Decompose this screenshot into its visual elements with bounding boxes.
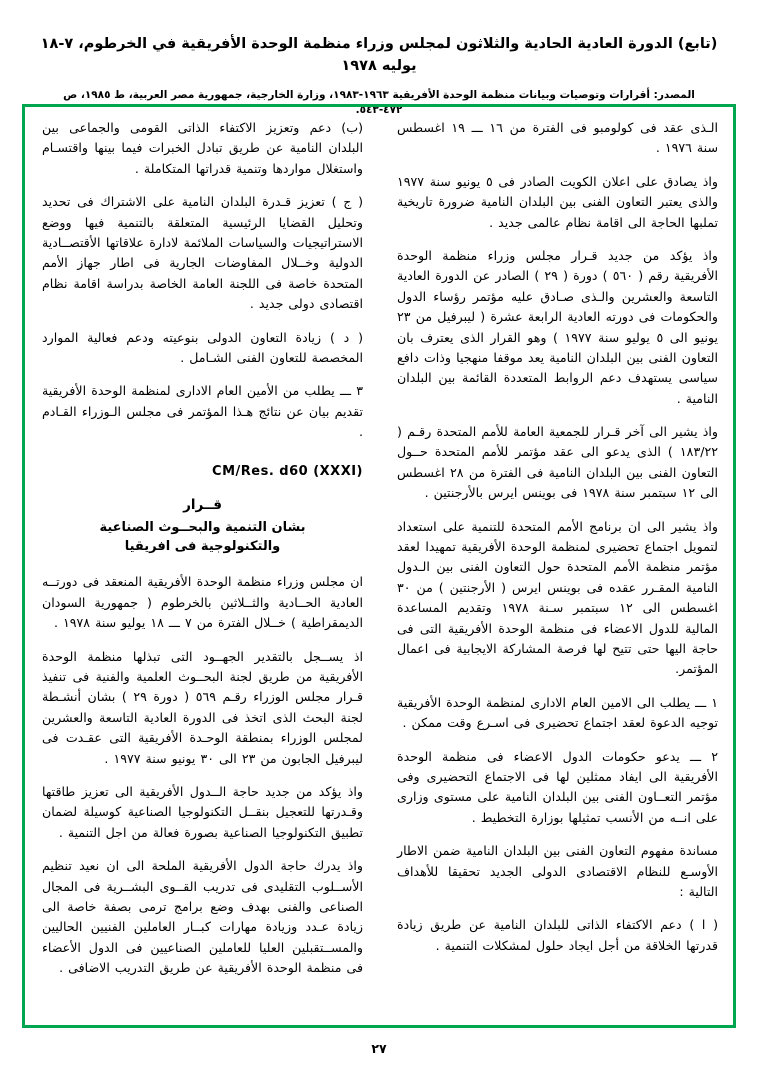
paragraph: ٢ ـــ يدعو حكومات الدول الاعضاء فى منظمة الوحدة الأفريقية الى ايفاد ممثلين لها فى الاجتماع التحضيرى وفى مؤتمر التعــاون الفنى بين البلدان النامية على مستوى وزارى على انــه من الأنسب تمثيلها بوزارة التخطيط . [397,748,718,825]
paragraph: واذ يصادق على اعلان الكويت الصادر فى ٥ يونيو سنة ١٩٧٧ والذى يعتبر التعاون الفنى بين البلدان النامية ضرورة تاريخية تملبها الحاجة الى اقامة نظام عالمى جديد . [397,173,719,230]
right-column [397,118,718,1014]
paragraph: واذ يشير الى آخر قـرار للجمعية العامة للأمم المتحدة رقـم ( ١٨٣/٢٢ ) الذى يدعو الى عقد مؤتمر للأمم المتحدة حــول التعاون الفنى بين البلدان النامية فى الفترة من ٢٨ اغسطس الى ١٢ سبتمبر سنة ١٩٧٨ فى بوينس ايرس بالأرجنتين . [397,424,718,501]
paragraph: (ب) دعم وتعزيز الاكتفاء الذاتى القومى والجماعى بين البلدان النامية عن طريق تبادل الخبرات فيما بينها واقتسـام واستغلال مواردها وتنمية قدراتها المتكاملة . [42,120,363,176]
resolution-title-line-2: والتكنولوجية فى افريقيا [124,539,281,555]
paragraph: اذ يســجل بالتقدير الجهــود التى تبذلها منظمة الوحدة الأفريقية من طريق لجنة البحــوث العلمية والفنية فى تنفيذ قـرار مجلس الوزراء رقـم ٥٦٩ ( دورة ٢٩ ) بشان أنشـطة لجنة البحث الذى اتخذ فى الدورة العادية التاسعة والعشرين لمجلس الوزراء بمنطقة الوحـدة الأفريقية التى عقـدت فى ليبرفيل الجابون من ٢٣ الى ٣٠ يونيو سنة ١٩٧٧ . [42,648,363,766]
resolution-code: CM/Res. d60 (XXXI) [212,464,363,480]
two-column-body [42,118,718,1014]
paragraph: واذ يدرك حاجة الدول الأفريقية الملحة الى ان نعيد تنظيم الأســلوب التقليدى فى تدريب القــوى البشــرية فى المجال الصناعى والفنى بهدف وضع برامج ترمى بصفة خاصة الى زيادة عـدد وزيادة مهارات كبــار العاملين الفنيين الحاليين والمســتقبلين العليا للعاملين الصناعيين فى الدول الأعضاء فى منظمة الوحدة الأفريقية عن طريق التدريب الاضافى . [42,858,363,976]
left-column [42,118,363,1014]
paragraph: مساندة مفهوم التعاون الفنى بين البلدان النامية ضمن الاطار الأوسـع للنظام الاقتصادى الدولى الجديد تحقيقا للأهداف التالية : [397,843,718,899]
paragraph: واذ يؤكد من جديد حاجة الــدول الأفريقية الى تعزيز طاقتها وقـدرتها للتعجيل بنقــل التكنولوجيا الصناعية كوسيلة لضمان تطبيق التكنولوجيا الصناعية بصورة فعالة من اجل التنمية . [42,783,363,840]
paragraph: الـذى عقد فى كولومبو فى الفترة من ١٦ ـــ ١٩ اغسطس سنة ١٩٧٦ . [397,120,718,156]
paragraph: ( د ) زيادة التعاون الدولى بنوعيته ودعم فعالية الموارد المخصصة للتعاون الفنى الشـامل . [42,329,363,365]
paragraph: واذ يشير الى ان برنامج الأمم المتحدة للتنمية على استعداد لتمويل اجتماع تحضيرى لمنظمة الوحدة الأفريقية تمهيدا لعقد مؤتمر منظمة الأمم المتحدة حول التعاون الفنى بين الـدول النامية المقـرر عقده فى بوينس ايرس ( الأرجنتين ) من ٣٠ اغسطس الى ١٢ سبتمبر سـنة ١٩٧٨ وتقديم المساعدة المالية للدول الاعضاء فى منظمة الوحدة الأفريقية التى فى حاجة اليها حتى تتيح لها فرصة المشاركة الايجابية فى اعمال المؤتمر. [397,518,719,677]
paragraph: واذ يؤكد من جديد قـرار مجلس وزراء منظمة الوحدة الأفريقية رقم ( ٥٦٠ ) دورة ( ٢٩ ) الصادر عن الدورة العادية التاسعة والعشرين والـذى صـادق عليه مؤتمر رؤساء الدول والحكومات فى دورته العادية الرابعة عشرة ( ليبرفيل من ٢٣ يونيو الى ٥ يوليو سنة ١٩٧٧ ) وهو القرار الذى يعترف بان التعاون الفنى بين البلدان النامية يعد موقفا منهجيا وذات دافع سياسى يستهدف دعم الروابط المتعددة القائمة بين البلدان النامية . [397,247,719,406]
paragraph: ( ا ) دعم الاكتفاء الذاتى للبلدان النامية عن طريق زيادة قدرتها الخلاقة من أجل ايجاد حلول لمشكلات التنمية . [397,917,718,953]
paragraph: ( ج ) تعزيز قـدرة البلدان النامية على الاشتراك فى تحديد وتحليل القضايا الرئيسية المتعلقة بالتنمية فيها ووضع الاستراتيجيات والسياسات الملائمة لادارة علاقاتها الأقتصــادية الدولية وخــلال المفاوضات الجارية فى اطار جهاز الأمم المتحدة خاصة فى اللجنة العامة الخاصة بدراسة اقامة نظام اقتصادى دولى جديد . [42,194,363,312]
paragraph: ان مجلس وزراء منظمة الوحدة الأفريقية المنعقد فى دورتــه العادية الحــادية والثــلاثين بالخرطوم ( جمهورية السودان الديمقراطية ) خــلال الفترة من ٧ ـــ ١٨ يوليو سنة ١٩٧٨ . [42,574,363,631]
resolution-title-line-1: بشان التنمية والبحــوث الصناعية [99,520,306,536]
page-number: ٢٧ [371,1041,387,1056]
paragraph: ٣ ـــ يطلب من الأمين العام الادارى لمنظمة الوحدة الأفريقية تقديم بيان عن نتائج هـذا المؤتمر فى مجلس الـوزراء القـادم . [42,383,363,440]
resolution-label: قــرار [183,497,222,514]
header-source: المصدر: أقرارات وتوصيات وبيانات منظمة الوحدة الأفريقية ١٩٦٣-١٩٨٣، وزارة الخارجية، جمهورية مصر العربية، ط ١٩٨٥، ص ٤٧٢-٥٤٣. [63,88,695,117]
header-title: (تابع) الدورة العادية الحادية والثلاثون لمجلس وزراء منظمة الوحدة الأفريقية في الخرطوم، ٧-١٨ يوليه ١٩٧٨ [40,36,718,74]
paragraph: ١ ـــ يطلب الى الامين العام الادارى لمنظمة الوحدة الأفريقية توجيه الدعوة لعقد اجتماع تحضيرى فى اسـرع وقت ممكن . [397,694,718,731]
